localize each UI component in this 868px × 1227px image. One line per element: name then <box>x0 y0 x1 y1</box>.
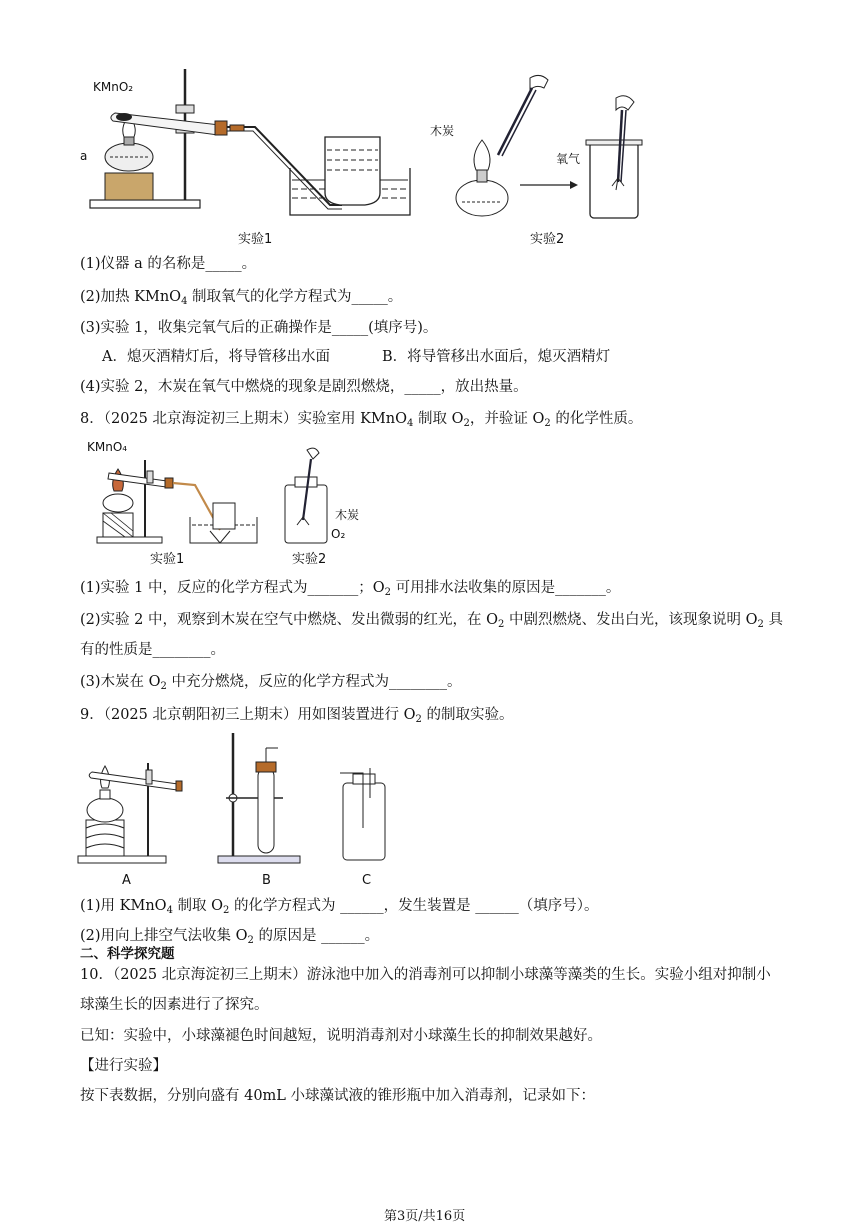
q8-kmno4-label: KMnO₄ <box>87 440 128 454</box>
q7-option-a: A．熄灭酒精灯后，将导管移出水面 <box>102 349 330 365</box>
q8-question-2: (2)实验 2 中，观察到木炭在空气中燃烧、发出微弱的红光，在 $O_2$ 中剧烈燃烧、发出白光，该现象说明 $O_2$ 具 <box>80 612 783 630</box>
page-number: 第3页/共16页 <box>384 1209 466 1224</box>
q8-o2-label: O₂ <box>331 527 346 541</box>
q10-bracket-heading: 【进行实验】 <box>80 1058 167 1074</box>
q8-experiment-1-caption: 实验1 <box>150 552 185 567</box>
q8-stem: 8．（2025 北京海淀初三上期末）实验室用 KMnO$_4$ 制取 $O_2$，并验证 $O_2$ 的化学性质。 <box>80 411 643 429</box>
q8-question-1: (1)实验 1 中，反应的化学方程式为_______；$O_2$ 可用排水法收集的原因是_______。 <box>80 580 621 598</box>
q7-question-2: (2)加热 KMnO$_4$ 制取氧气的化学方程式为_____。 <box>80 289 403 307</box>
q10-stem-line-1: 10．（2025 北京海淀初三上期末）游泳池中加入的消毒剂可以抑制小球藻等藻类的生长。实验小组对抑制小 <box>80 967 771 983</box>
experiment-2-caption: 实验2 <box>530 232 565 247</box>
q8-experiment-2-caption: 实验2 <box>292 552 327 567</box>
q9-caption-b: B <box>262 873 271 888</box>
q9-stem: 9．（2025 北京朝阳初三上期末）用如图装置进行 $O_2$ 的制取实验。 <box>80 707 514 725</box>
experiment-2-apparatus-diagram <box>440 70 660 220</box>
q7-question-3: (3)实验 1，收集完氧气后的正确操作是_____(填序号)。 <box>80 320 438 336</box>
instrument-a-label: a <box>80 149 88 163</box>
q7-option-b: B．将导管移出水面后，熄灭酒精灯 <box>382 349 611 365</box>
q7-question-4: (4)实验 2，木炭在氧气中燃烧的现象是剧烈燃烧，_____，放出热量。 <box>80 379 528 395</box>
q9-apparatus-diagram <box>78 728 398 868</box>
kmno2-label: KMnO₂ <box>93 80 134 94</box>
q9-question-2: (2)用向上排空气法收集 $O_2$ 的原因是 ______。 <box>80 928 380 946</box>
oxygen-label: 氧气 <box>556 152 581 166</box>
q10-stem-line-2: 球藻生长的因素进行了探究。 <box>80 997 269 1013</box>
q7-question-1: (1)仪器 a 的名称是_____。 <box>80 256 257 272</box>
q9-caption-a: A <box>122 873 131 888</box>
section-heading: 二、科学探究题 <box>80 946 175 962</box>
q8-question-2-cont: 有的性质是________。 <box>80 642 225 658</box>
q9-question-1: (1)用 KMnO$_4$ 制取 $O_2$ 的化学方程式为 ______，发生装置是 ______（填序号）。 <box>80 898 599 916</box>
q10-known: 已知：实验中，小球藻褪色时间越短，说明消毒剂对小球藻生长的抑制效果越好。 <box>80 1028 602 1044</box>
q8-charcoal-label: 木炭 <box>335 508 360 522</box>
charcoal-label: 木炭 <box>430 124 455 138</box>
q9-caption-c: C <box>362 873 372 888</box>
experiment-1-caption: 实验1 <box>238 232 273 247</box>
q8-question-3: (3)木炭在 $O_2$ 中充分燃烧，反应的化学方程式为________。 <box>80 674 462 692</box>
q10-procedure: 按下表数据，分别向盛有 40mL 小球藻试液的锥形瓶中加入消毒剂，记录如下： <box>80 1088 596 1104</box>
